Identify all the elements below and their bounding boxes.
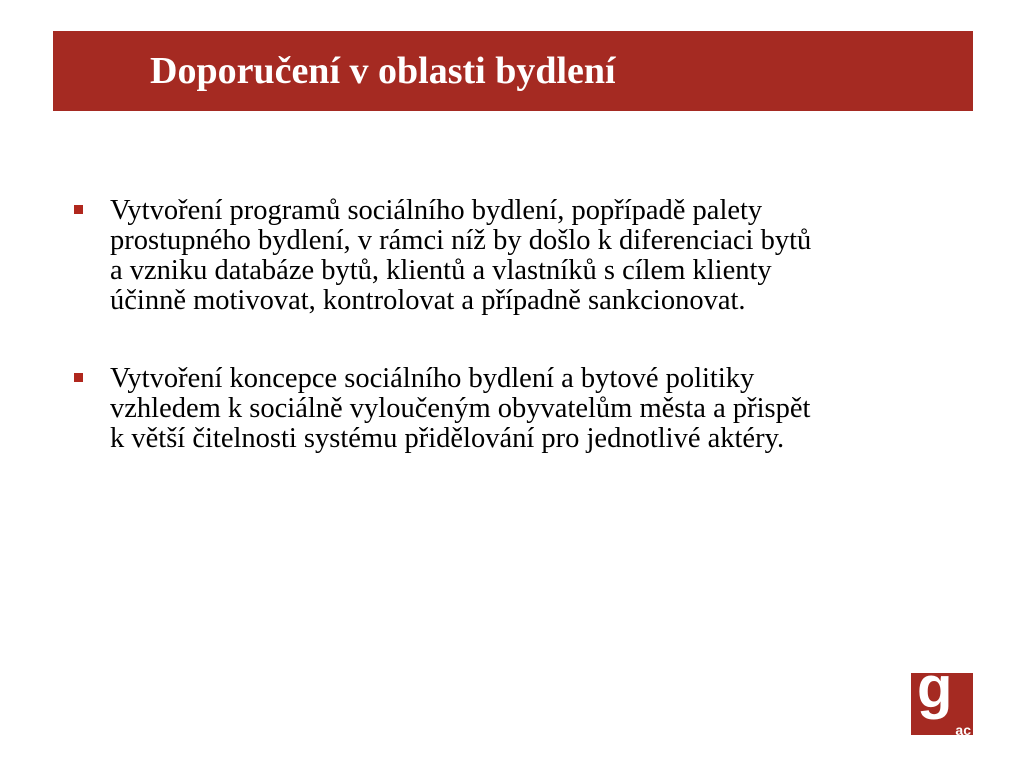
bullet-text	[110, 196, 974, 316]
bullet-item	[74, 364, 974, 454]
bullet-line: účinně motivovat, kontrolovat a případně sankcionovat.	[110, 285, 746, 316]
bullet-text	[110, 364, 974, 454]
logo-suffix: ac	[955, 722, 971, 735]
square-bullet-icon	[74, 205, 83, 214]
bullet-item	[74, 196, 974, 316]
bullet-line: k větší čitelnosti systému přidělování pro jednotlivé aktéry.	[110, 423, 785, 454]
title-bar	[53, 31, 973, 111]
slide-title: Doporučení v oblasti bydlení	[150, 50, 616, 92]
bullet-line: vzhledem k sociálně vyloučeným obyvatelům města a přispět	[110, 393, 811, 424]
bullet-line: a vzniku databáze bytů, klientů a vlastníků s cílem klienty	[110, 255, 772, 286]
square-bullet-icon	[74, 373, 83, 382]
bullet-list	[74, 196, 974, 502]
bullet-line: Vytvoření programů sociálního bydlení, popřípadě palety	[110, 195, 763, 226]
bullet-line: Vytvoření koncepce sociálního bydlení a bytové politiky	[110, 363, 755, 394]
bullet-line: prostupného bydlení, v rámci níž by došlo k diferenciaci bytů	[110, 225, 812, 256]
gac-logo	[911, 673, 973, 735]
logo-letter: g	[917, 673, 953, 720]
